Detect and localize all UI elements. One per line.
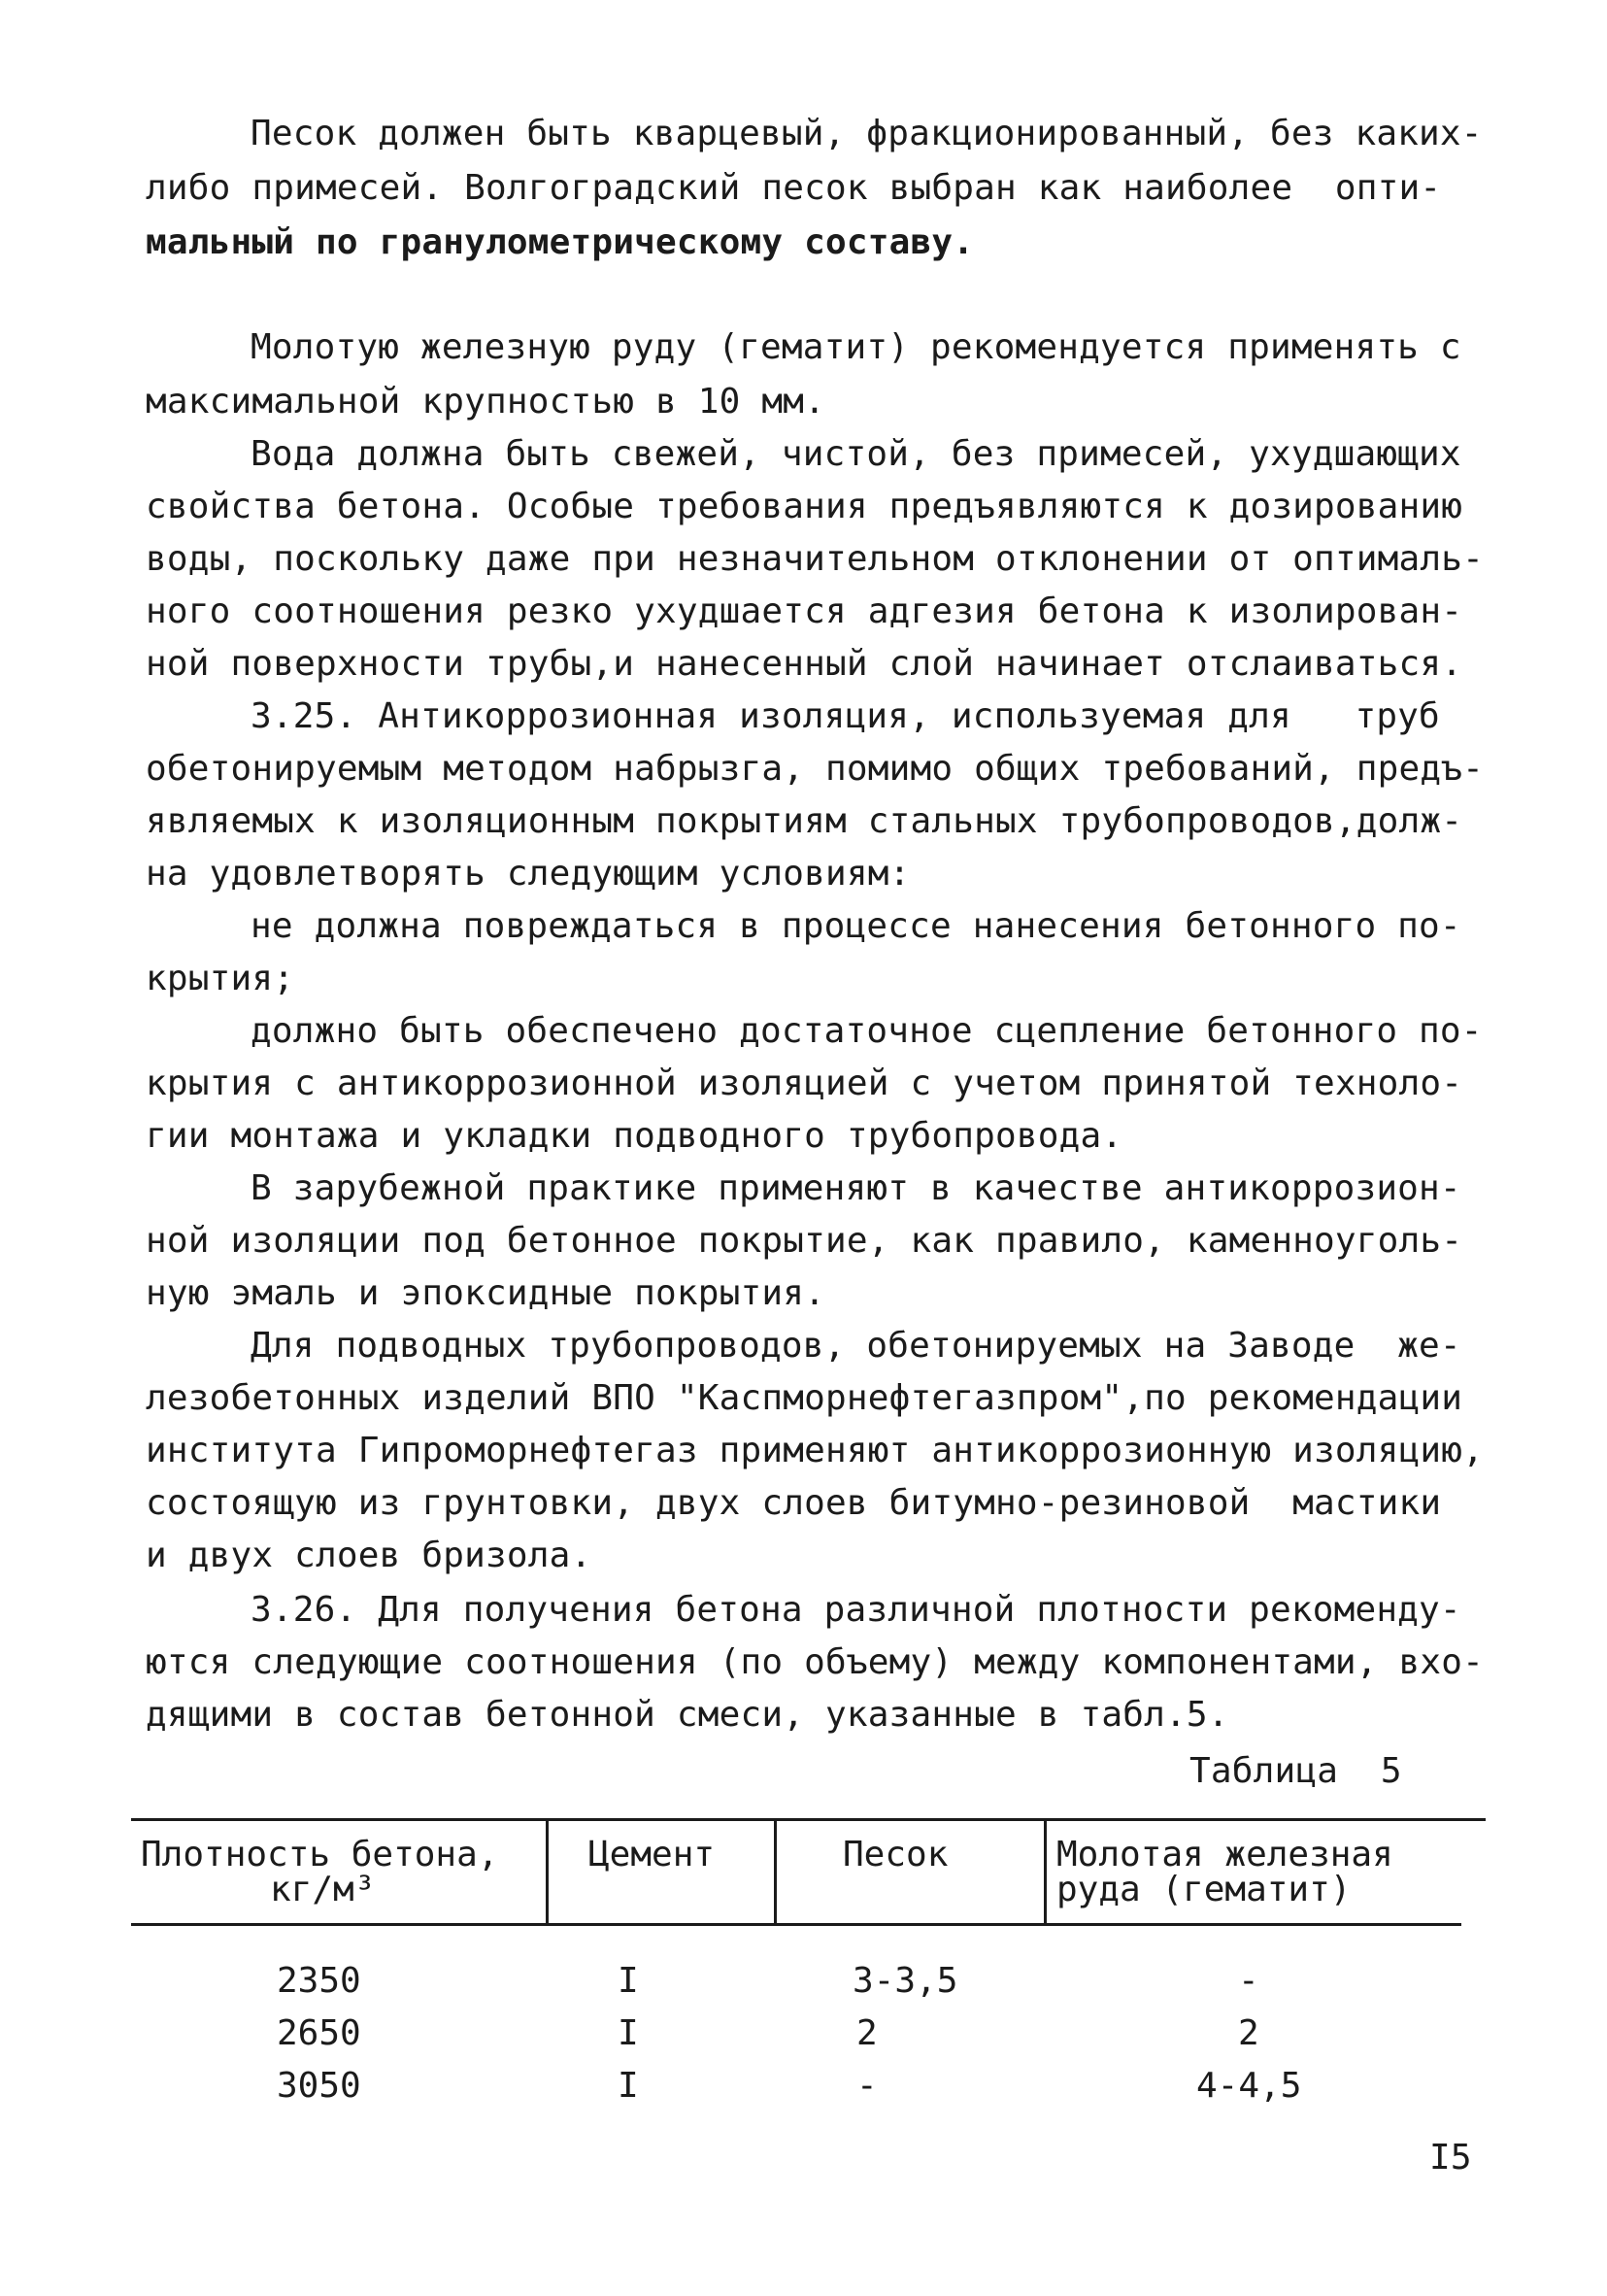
text-line: Песок должен быть кварцевый, фракционированный, без каких- <box>251 114 1483 153</box>
table-column-divider <box>774 1820 777 1923</box>
text-line: мальный по гранулометрическому составу. <box>146 222 975 262</box>
table-cell: I <box>618 2066 639 2106</box>
table-cell: 2 <box>1238 2013 1259 2053</box>
table-cell: I <box>618 2013 639 2053</box>
text-line: Вода должна быть свежей, чистой, без примесей, ухудшающих <box>251 434 1461 474</box>
column-header-cement: Цемент <box>588 1835 716 1874</box>
text-line: ного соотношения резко ухудшается адгезия бетона к изолирован- <box>146 591 1463 631</box>
text-line: лезобетонных изделий ВПО "Каспморнефтегазпром",по рекомендации <box>146 1378 1463 1418</box>
table-top-rule <box>131 1818 1486 1821</box>
column-header-iron-ore: Молотая железная <box>1056 1835 1393 1874</box>
text-line: состоящую из грунтовки, двух слоев битумно-резиновой мастики <box>146 1483 1442 1523</box>
text-line: воды, поскольку даже при незначительном отклонении от оптималь- <box>146 539 1485 579</box>
table-cell: 3-3,5 <box>853 1961 958 2001</box>
column-header-density: Плотность бетона, <box>141 1835 499 1874</box>
text-line: на удовлетворять следующим условиям: <box>146 854 911 894</box>
text-line: 3.25. Антикоррозионная изоляция, используемая для труб <box>251 696 1440 736</box>
text-line: института Гипроморнефтегаз применяют антикоррозионную изоляцию, <box>146 1431 1485 1470</box>
text-line: и двух слоев бризола. <box>146 1536 592 1575</box>
text-line: максимальной крупностью в 10 мм. <box>146 382 825 422</box>
text-line: ной изоляции под бетонное покрытие, как правило, каменноуголь- <box>146 1221 1463 1261</box>
text-line: ную эмаль и эпоксидные покрытия. <box>146 1273 825 1313</box>
text-line: В зарубежной практике применяют в качестве антикоррозион- <box>251 1168 1461 1208</box>
column-header-iron-ore-line2: руда (гематит) <box>1056 1870 1352 1909</box>
text-line: крытия с антикоррозионной изоляцией с учетом принятой техноло- <box>146 1064 1463 1103</box>
text-line: обетонируемым методом набрызга, помимо общих требований, предъ- <box>146 749 1485 789</box>
text-line: не должна повреждаться в процессе нанесения бетонного по- <box>251 906 1461 946</box>
text-line: Для подводных трубопроводов, обетонируемых на Заводе же- <box>251 1326 1461 1366</box>
column-header-density-unit: кг/м³ <box>270 1870 376 1909</box>
table-caption: Таблица 5 <box>1189 1751 1402 1791</box>
column-header-sand: Песок <box>843 1835 949 1874</box>
table-cell: 2650 <box>277 2013 361 2053</box>
table-cell: 3050 <box>277 2066 361 2106</box>
text-line: должно быть обеспечено достаточное сцепление бетонного по- <box>251 1011 1483 1051</box>
text-line: дящими в состав бетонной смеси, указанные в табл.5. <box>146 1695 1229 1735</box>
text-line: свойства бетона. Особые требования предъявляются к дозированию <box>146 487 1463 526</box>
table-cell: - <box>856 2066 878 2106</box>
table-header-rule <box>131 1923 1461 1926</box>
table-column-divider <box>546 1820 549 1923</box>
text-line: являемых к изоляционным покрытиям стальных трубопроводов,долж- <box>146 801 1463 841</box>
text-line: ной поверхности трубы,и нанесенный слой начинает отслаиваться. <box>146 644 1463 684</box>
text-line: либо примесей. Волгоградский песок выбран как наиболее опти- <box>146 168 1442 208</box>
table-cell: I <box>618 1961 639 2001</box>
table-column-divider <box>1044 1820 1047 1923</box>
text-line: ются следующие соотношения (по объему) между компонентами, вхо- <box>146 1642 1485 1682</box>
table-cell: 2350 <box>277 1961 361 2001</box>
table-cell: - <box>1238 1961 1259 2001</box>
text-line: крытия; <box>146 959 295 998</box>
page-number: I5 <box>1429 2138 1472 2178</box>
text-line: гии монтажа и укладки подводного трубопровода. <box>146 1116 1123 1156</box>
table-cell: 4-4,5 <box>1196 2066 1302 2106</box>
text-line: 3.26. Для получения бетона различной плотности рекоменду- <box>251 1590 1461 1630</box>
table-cell: 2 <box>856 2013 878 2053</box>
text-line: Молотую железную руду (гематит) рекомендуется применять с <box>251 327 1461 367</box>
